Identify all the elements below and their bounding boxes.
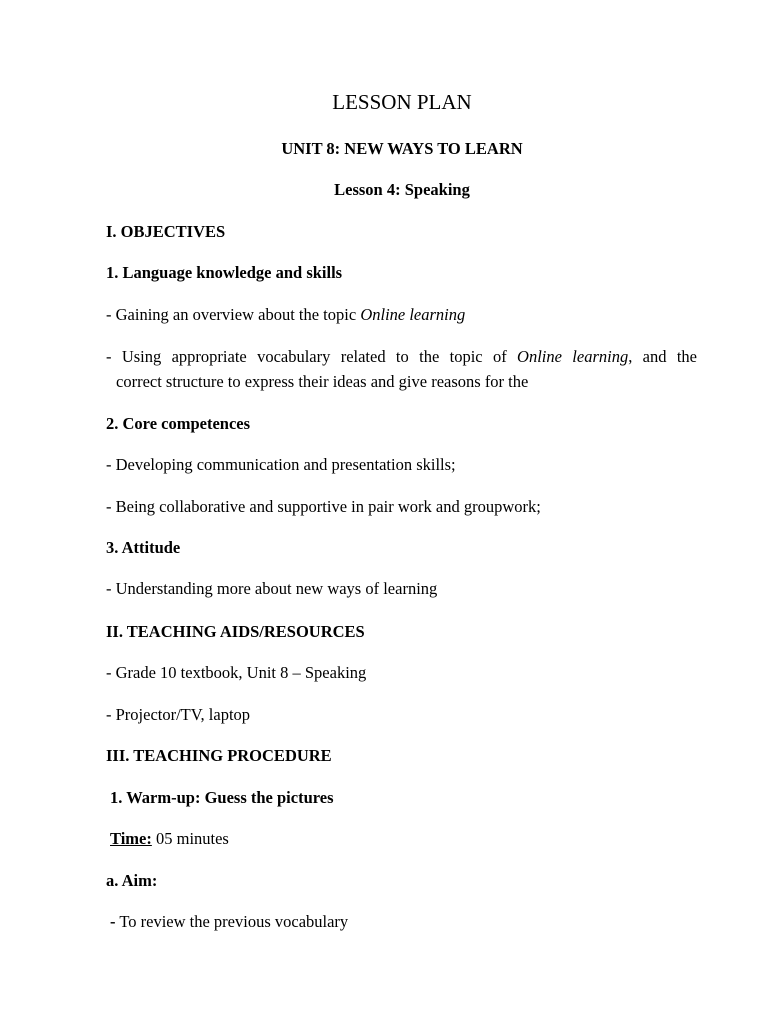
objective-item-vocabulary-line1 xyxy=(106,347,697,367)
objective-item-vocabulary-suffix: , and the xyxy=(628,347,697,366)
subheading-language-knowledge: 1. Language knowledge and skills xyxy=(106,263,343,282)
aim-item xyxy=(110,912,701,932)
time-label: Time: xyxy=(110,829,152,848)
time-value: 05 minutes xyxy=(151,829,229,848)
objective-item-vocabulary-topic: Online learning xyxy=(517,347,629,366)
objective-item-overview-text: - Gaining an overview about the topic xyxy=(106,305,361,324)
objective-item-overview-topic: Online learning xyxy=(360,305,466,324)
aim-label: a. Aim: xyxy=(106,871,158,890)
attitude-item: - Understanding more about new ways of learning xyxy=(106,579,438,598)
section-objectives-heading: I. OBJECTIVES xyxy=(106,222,226,241)
subheading-attitude: 3. Attitude xyxy=(106,538,181,557)
teaching-aid-projector: - Projector/TV, laptop xyxy=(106,705,251,724)
unit-heading: UNIT 8: NEW WAYS TO LEARN xyxy=(281,139,523,158)
objective-item-vocabulary-line2: correct structure to express their ideas and give reasons for the xyxy=(116,372,529,391)
objective-item-vocabulary-text: - Using appropriate vocabulary related to the topic of xyxy=(106,347,518,366)
competence-item-collaboration: - Being collaborative and supportive in pair work and groupwork; xyxy=(106,497,541,516)
document-title: LESSON PLAN xyxy=(332,90,472,114)
warmup-heading: 1. Warm-up: Guess the pictures xyxy=(110,788,334,807)
section-teaching-aids-heading: II. TEACHING AIDS/RESOURCES xyxy=(106,622,365,641)
teaching-aid-textbook: - Grade 10 textbook, Unit 8 – Speaking xyxy=(106,663,367,682)
subheading-core-competences: 2. Core competences xyxy=(106,414,251,433)
aim-text: To review the previous vocabulary xyxy=(115,912,349,931)
lesson-heading: Lesson 4: Speaking xyxy=(334,180,470,199)
objective-item-overview xyxy=(106,305,697,325)
warmup-time xyxy=(110,829,701,849)
competence-item-communication: - Developing communication and presentation skills; xyxy=(106,455,456,474)
aim-dash: - xyxy=(110,912,116,931)
section-teaching-procedure-heading: III. TEACHING PROCEDURE xyxy=(106,746,332,765)
